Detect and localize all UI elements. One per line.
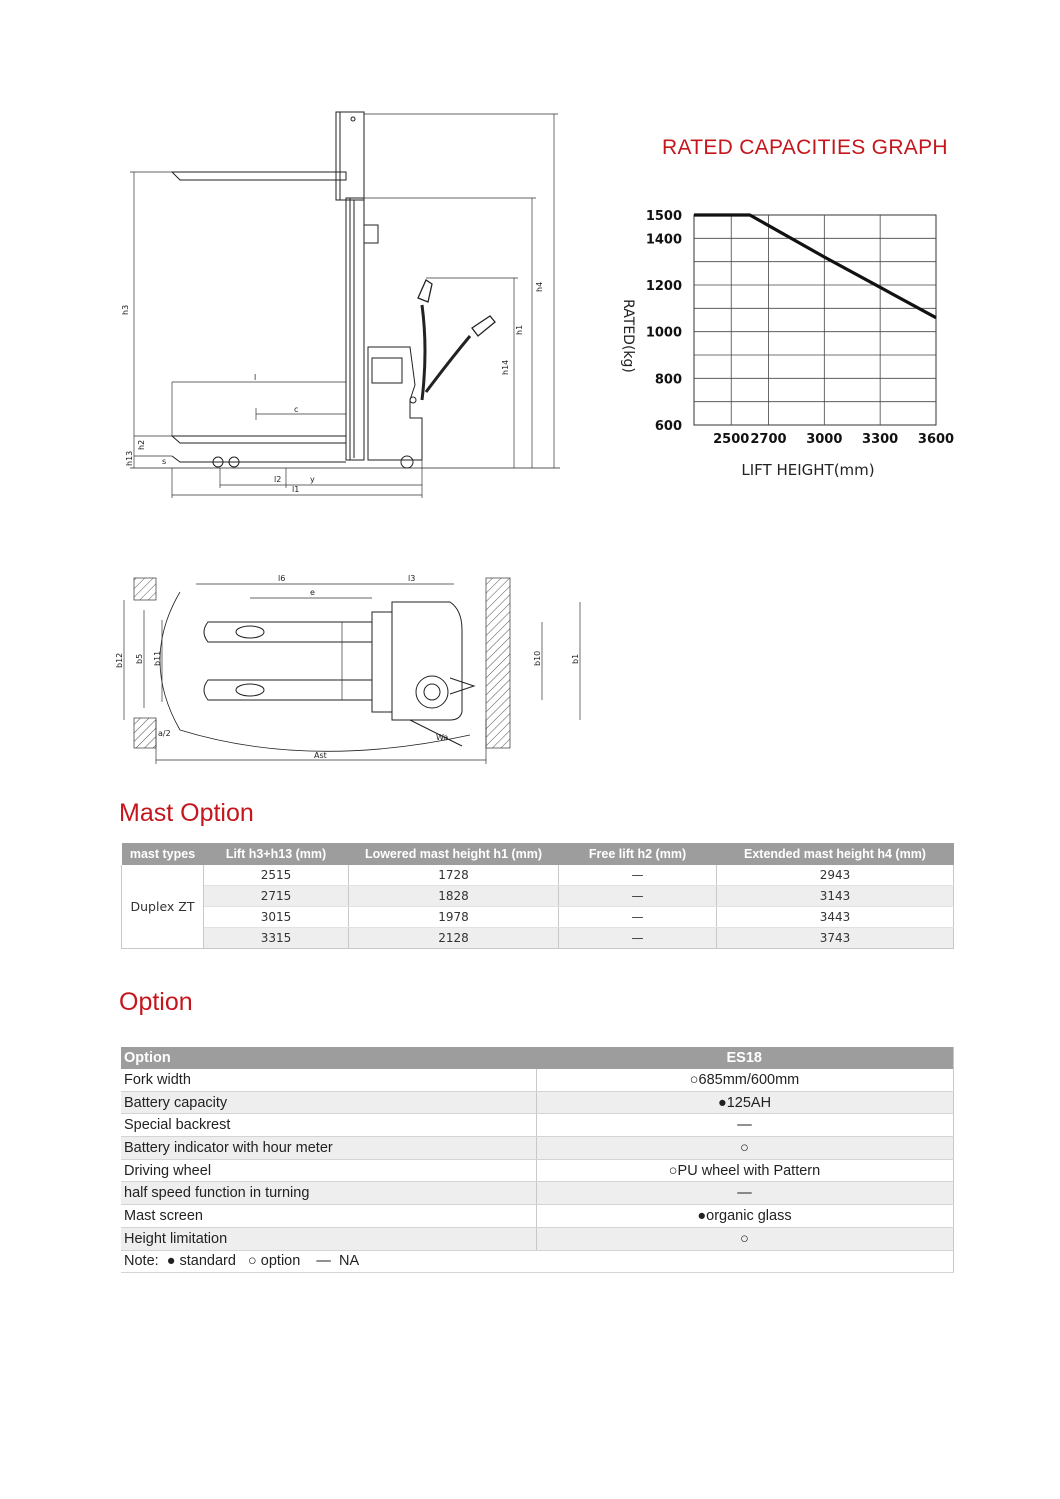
table-cell: 1728 [349,865,559,886]
option-name: Mast screen [121,1205,536,1228]
option-name: Driving wheel [121,1159,536,1182]
dim-label: l [254,373,257,382]
side-view-drawing [110,100,570,510]
mast-option-title: Mast Option [119,799,254,827]
dim-label: y [310,475,315,484]
option-name: Battery capacity [121,1091,536,1114]
dim-label: b10 [533,650,542,666]
table-cell: — [559,907,717,928]
option-title: Option [119,988,193,1016]
option-value: — [536,1182,953,1205]
x-tick-label: 3000 [806,432,843,447]
dim-label: h14 [501,359,510,375]
table-row [121,1091,953,1114]
y-tick-label: 1200 [645,279,682,294]
table-row [121,1182,953,1205]
table-row [121,1137,953,1160]
table-row [122,907,954,928]
dim-label: h1 [515,324,524,335]
option-value: ●organic glass [536,1205,953,1228]
table-row [122,928,954,949]
x-tick-label: 2700 [750,432,787,447]
col-header: Lowered mast height h1 (mm) [349,843,559,865]
dim-label: l2 [274,475,282,484]
y-tick-label: 1000 [645,325,682,341]
legend-note: Note: ● standard ○ option — NA [121,1250,953,1273]
plot-frame [694,215,936,425]
option-value: ●125AH [536,1091,953,1114]
col-header: ES18 [536,1047,953,1069]
table-row [122,886,954,907]
legend-note-row [121,1250,953,1273]
table-row [121,1114,953,1137]
table-cell: 3315 [204,928,349,949]
x-tick-label: 3600 [917,432,955,447]
dim-label: Wa [436,733,449,742]
y-tick-label: 800 [654,372,682,388]
option-table [121,1047,954,1273]
dim-label: b11 [153,650,162,666]
table-row [121,1159,953,1182]
table-cell: 1978 [349,907,559,928]
x-tick-label: 3300 [862,432,899,447]
dim-label: Ast [314,751,327,760]
y-tick-label: 1500 [645,209,682,224]
table-cell: 2715 [204,886,349,907]
table-row [121,1069,953,1091]
table-row [122,865,954,886]
option-name: Height limitation [121,1227,536,1250]
dim-label: l3 [408,574,416,583]
table-cell: 3143 [717,886,954,907]
y-tick-label: 600 [654,419,682,434]
option-name: Special backrest [121,1114,536,1137]
dim-label: b1 [571,653,580,664]
option-value: ○685mm/600mm [536,1069,953,1091]
x-axis-label: LIFT HEIGHT(mm) [741,461,875,479]
table-cell: — [559,865,717,886]
x-tick-label: 2500 [713,432,750,447]
table-row [121,1205,953,1228]
table-cell: 2515 [204,865,349,886]
dim-label: h13 [125,450,134,466]
option-name: half speed function in turning [121,1182,536,1205]
option-name: Battery indicator with hour meter [121,1137,536,1160]
dim-label: h2 [137,439,146,450]
capacity-series-line [694,215,936,318]
option-value: ○PU wheel with Pattern [536,1159,953,1182]
dim-label: l6 [278,574,286,583]
table-cell: 1828 [349,886,559,907]
col-header: Extended mast height h4 (mm) [717,843,954,865]
chart-title: RATED CAPACITIES GRAPH [662,136,948,159]
capacity-chart [610,190,960,490]
y-tick-label: 1400 [645,232,682,248]
dim-label: a/2 [158,729,171,738]
table-cell: — [559,928,717,949]
dim-label: b5 [135,653,144,664]
dim-label: l1 [292,485,300,494]
dim-label: s [162,457,167,466]
table-cell: 3015 [204,907,349,928]
y-axis-label: RATED(kg) [620,299,636,373]
table-cell: 2128 [349,928,559,949]
option-value: — [536,1114,953,1137]
option-value: ○ [536,1137,953,1160]
dim-label: b12 [115,652,124,668]
table-cell: 3743 [717,928,954,949]
mast-option-table [121,843,954,949]
col-header: Lift h3+h13 (mm) [204,843,349,865]
col-header: mast types [122,843,204,865]
option-value: ○ [536,1227,953,1250]
table-cell: — [559,886,717,907]
option-name: Fork width [121,1069,536,1091]
top-view-drawing [110,570,600,770]
dim-label: h4 [535,281,544,292]
table-cell: 3443 [717,907,954,928]
col-header: Option [121,1047,536,1069]
col-header: Free lift h2 (mm) [559,843,717,865]
dim-label: c [294,405,299,414]
mast-type-cell: Duplex ZT [122,865,204,949]
dim-label: h3 [121,304,130,315]
table-cell: 2943 [717,865,954,886]
dim-label: e [310,588,315,597]
table-row [121,1227,953,1250]
